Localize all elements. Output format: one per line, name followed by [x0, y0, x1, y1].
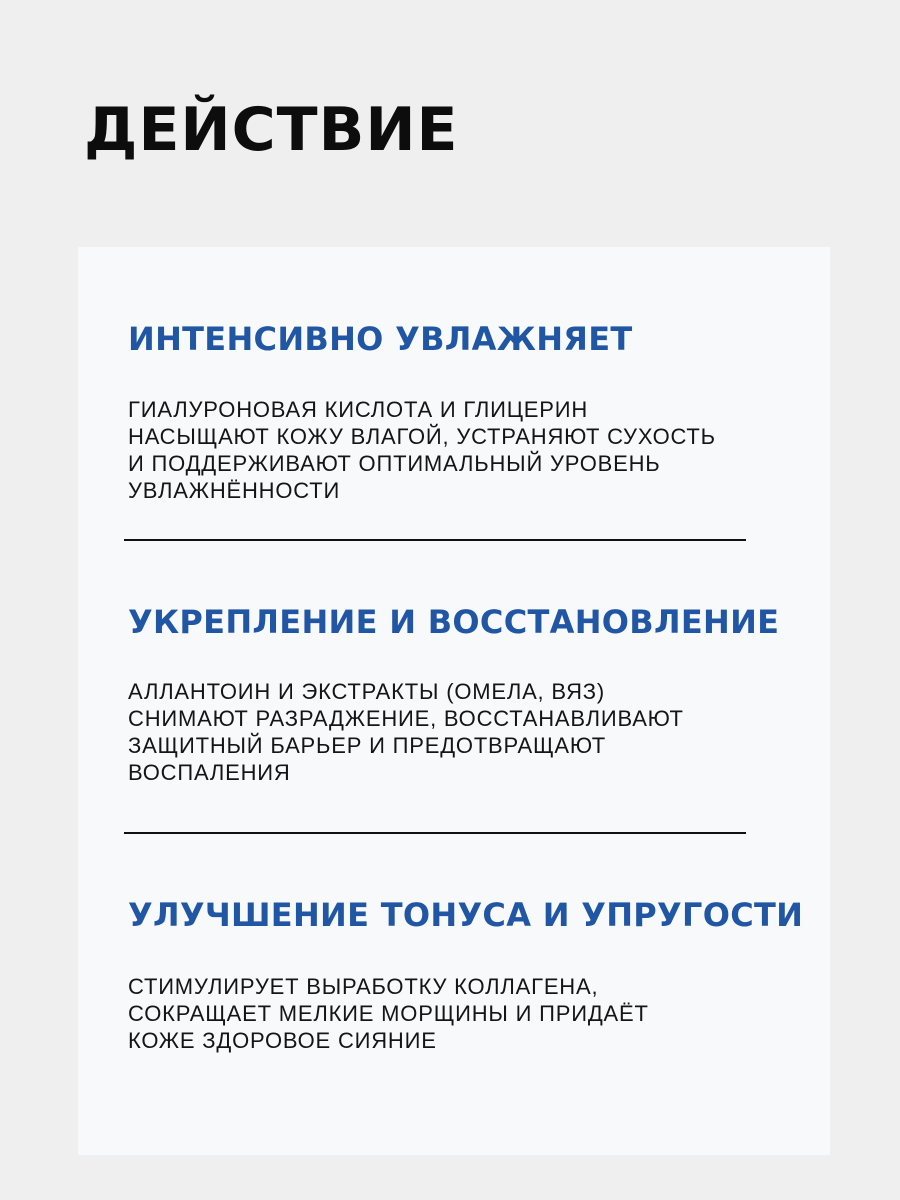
section-divider	[124, 539, 746, 541]
description-line: АЛЛАНТОИН И ЭКСТРАКТЫ (ОМЕЛА, ВЯЗ)	[128, 679, 606, 704]
section-description	[128, 678, 779, 786]
section-heading: УКРЕПЛЕНИЕ И ВОССТАНОВЛЕНИЕ	[128, 603, 780, 641]
section-heading: ИНТЕНСИВНО УВЛАЖНЯЕТ	[128, 320, 633, 358]
section-divider	[124, 832, 746, 834]
description-line: КОЖЕ ЗДОРОВОЕ СИЯНИЕ	[128, 1028, 437, 1053]
description-line: И ПОДДЕРЖИВАЮТ ОПТИМАЛЬНЫЙ УРОВЕНЬ	[128, 451, 661, 476]
section-firmness	[128, 895, 803, 1054]
description-line: УВЛАЖНЁННОСТИ	[128, 478, 341, 503]
description-line: СОКРАЩАЕТ МЕЛКИЕ МОРЩИНЫ И ПРИДАЁТ	[128, 1001, 649, 1026]
description-line: ЗАЩИТНЫЙ БАРЬЕР И ПРЕДОТВРАЩАЮТ	[128, 733, 606, 758]
section-restoration	[128, 602, 779, 786]
description-line: СНИМАЮТ РАЗРАДЖЕНИЕ, ВОССТАНАВЛИВАЮТ	[128, 706, 684, 731]
section-description	[128, 973, 803, 1054]
description-line: ГИАЛУРОНОВАЯ КИСЛОТА И ГЛИЦЕРИН	[128, 397, 589, 422]
description-line: СТИМУЛИРУЕТ ВЫРАБОТКУ КОЛЛАГЕНА,	[128, 974, 599, 999]
page-title: ДЕЙСТВИЕ	[84, 95, 459, 165]
description-line: ВОСПАЛЕНИЯ	[128, 760, 291, 785]
content-card	[78, 247, 830, 1155]
section-heading: УЛУЧШЕНИЕ ТОНУСА И УПРУГОСТИ	[128, 896, 804, 934]
section-description	[128, 396, 716, 504]
description-line: НАСЫЩАЮТ КОЖУ ВЛАГОЙ, УСТРАНЯЮТ СУХОСТЬ	[128, 424, 716, 449]
section-moisturizing	[128, 319, 716, 504]
